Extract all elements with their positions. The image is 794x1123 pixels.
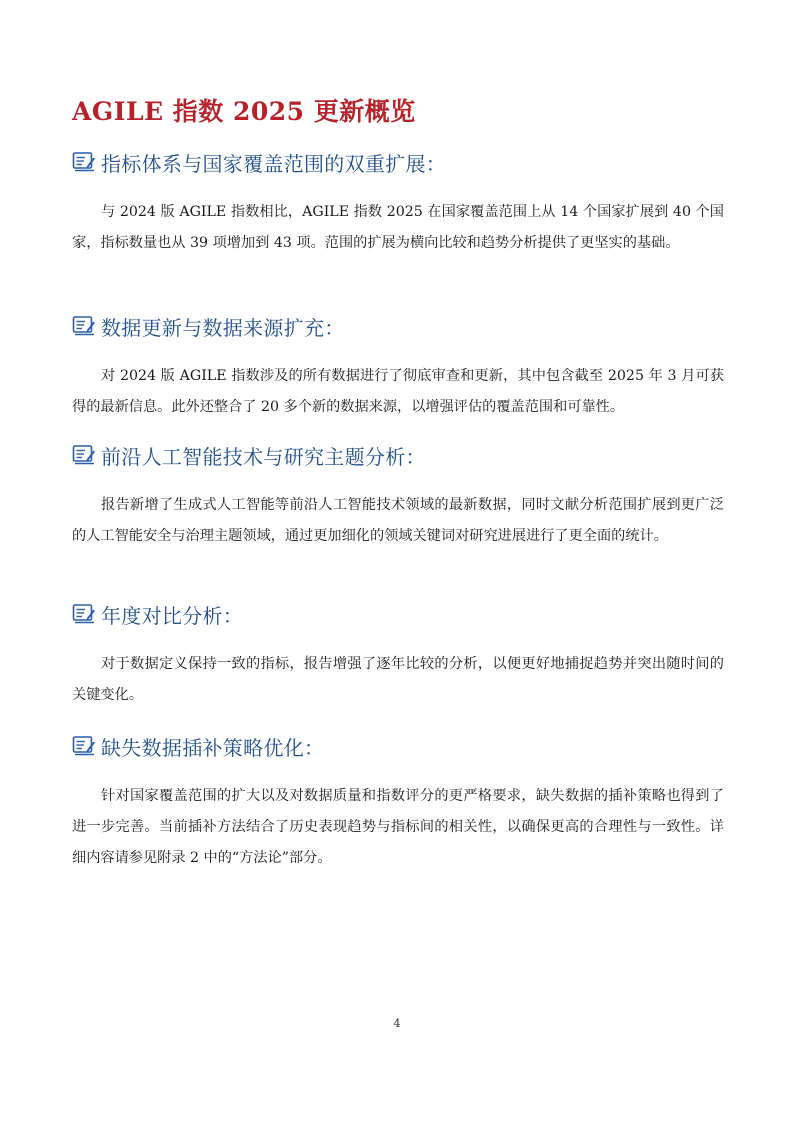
document-pen-icon [72, 444, 96, 466]
section-annual-comparison [72, 599, 724, 711]
section-body: 对 2024 版 AGILE 指数涉及的所有数据进行了彻底审查和更新，其中包含截至 2025 年 3 月可获得的最新信息。此外还整合了 20 多个新的数据来源，以增强评估的覆盖范围和可靠性。 [72, 368, 724, 415]
document-pen-icon [72, 315, 96, 337]
section-heading [72, 440, 724, 470]
section-heading [72, 599, 724, 629]
section-missing-data-imputation [72, 731, 724, 874]
section-heading-text: 年度对比分析： [101, 603, 244, 628]
section-data-update [72, 311, 724, 423]
section-heading-text: 数据更新与数据来源扩充： [101, 315, 345, 340]
section-heading [72, 311, 724, 341]
section-body: 与 2024 版 AGILE 指数相比，AGILE 指数 2025 在国家覆盖范围上从 14 个国家扩展到 40 个国家，指标数量也从 39 项增加到 43 项。范围的扩展为横向比较和趋势分析提供了更坚实的基础。 [72, 204, 724, 251]
section-index-coverage-expansion [72, 147, 724, 259]
section-body: 针对国家覆盖范围的扩大以及对数据质量和指数评分的更严格要求，缺失数据的插补策略也得到了进一步完善。当前插补方法结合了历史表现趋势与指标间的相关性，以确保更高的合理性与一致性。详细内容请参见附录 2 中的“方法论”部分。 [72, 788, 724, 866]
page-number: 4 [393, 1017, 401, 1030]
document-pen-icon [72, 151, 96, 173]
section-heading-text: 前沿人工智能技术与研究主题分析： [101, 444, 426, 469]
section-heading [72, 147, 724, 177]
section-frontier-ai-analysis [72, 440, 724, 552]
page-title: AGILE 指数 2025 更新概览 [72, 97, 416, 126]
section-body: 对于数据定义保持一致的指标，报告增强了逐年比较的分析，以便更好地捕捉趋势并突出随时间的关键变化。 [72, 656, 724, 703]
section-body: 报告新增了生成式人工智能等前沿人工智能技术领域的最新数据，同时文献分析范围扩展到更广泛的人工智能安全与治理主题领域，通过更加细化的领域关键词对研究进展进行了更全面的统计。 [72, 497, 724, 544]
section-heading-text: 指标体系与国家覆盖范围的双重扩展： [101, 151, 447, 176]
document-pen-icon [72, 603, 96, 625]
section-heading-text: 缺失数据插补策略优化： [101, 735, 325, 760]
document-pen-icon [72, 735, 96, 757]
section-heading [72, 731, 724, 761]
